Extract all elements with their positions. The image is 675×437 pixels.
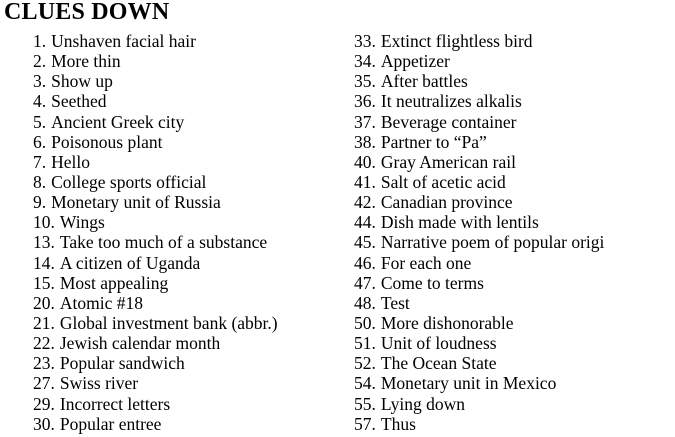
clue-text: Seethed	[51, 91, 107, 112]
clue-item	[33, 333, 278, 353]
clue-number: 22.	[33, 333, 55, 354]
clue-item	[354, 313, 675, 333]
clue-number: 46.	[354, 252, 376, 273]
clues-right-column	[354, 31, 675, 434]
clue-item	[33, 414, 278, 434]
clue-number: 1.	[33, 31, 47, 51]
clue-text: Monetary unit in Mexico	[380, 373, 557, 394]
clue-number: 23.	[33, 353, 55, 374]
clue-item	[354, 232, 675, 252]
clue-item	[354, 192, 675, 212]
clue-number: 35.	[354, 71, 376, 92]
clue-number: 29.	[33, 393, 55, 414]
clue-item	[354, 112, 675, 132]
clue-number: 50.	[354, 312, 376, 333]
clue-number: 10.	[33, 212, 55, 233]
clue-number: 54.	[354, 373, 376, 394]
clue-text: Wings	[59, 212, 105, 233]
clue-text: Appetizer	[380, 51, 450, 72]
clue-item	[33, 253, 278, 273]
clue-text: After battles	[380, 71, 468, 92]
clue-text: Monetary unit of Russia	[51, 192, 221, 213]
clue-item	[33, 172, 278, 192]
clue-number: 21.	[33, 312, 55, 333]
clue-number: 27.	[33, 373, 55, 394]
clue-number: 57.	[354, 413, 376, 434]
clue-item	[354, 31, 675, 51]
clue-item	[33, 31, 278, 51]
clue-number: 13.	[33, 232, 55, 253]
clue-item	[33, 394, 278, 414]
clue-number: 6.	[33, 131, 47, 152]
clue-item	[354, 353, 675, 373]
clue-item	[354, 333, 675, 353]
clue-item	[354, 91, 675, 111]
clue-number: 2.	[33, 51, 47, 72]
clue-text: Gray American rail	[380, 151, 516, 172]
clue-item	[354, 253, 675, 273]
clue-number: 36.	[354, 91, 376, 112]
clue-number: 15.	[33, 272, 55, 293]
clue-text: Hello	[51, 151, 91, 172]
clue-text: Take too much of a substance	[59, 232, 268, 253]
clue-text: Poisonous plant	[51, 131, 163, 152]
clue-item	[354, 172, 675, 192]
clue-number: 14.	[33, 252, 55, 273]
clue-text: Partner to “Pa”	[380, 131, 487, 152]
clues-left-column	[33, 31, 278, 434]
clue-item	[33, 313, 278, 333]
clue-item	[354, 394, 675, 414]
clue-item	[33, 293, 278, 313]
clue-text: Ancient Greek city	[51, 111, 185, 132]
clue-text: More thin	[51, 51, 121, 72]
clue-number: 55.	[354, 393, 376, 414]
clue-number: 34.	[354, 51, 376, 72]
clue-text: Beverage container	[380, 111, 517, 132]
clue-item	[33, 152, 278, 172]
clue-text: A citizen of Uganda	[59, 252, 201, 273]
clue-item	[33, 232, 278, 252]
clue-text: Dish made with lentils	[380, 212, 539, 233]
clue-item	[354, 212, 675, 232]
clue-text: The Ocean State	[380, 353, 497, 374]
clue-number: 9.	[33, 192, 47, 213]
clue-text: Jewish calendar month	[59, 333, 221, 354]
clue-item	[33, 112, 278, 132]
clue-number: 4.	[33, 91, 47, 112]
clue-text: Test	[380, 292, 410, 313]
clue-number: 45.	[354, 232, 376, 253]
clue-item	[33, 51, 278, 71]
clue-item	[354, 132, 675, 152]
clue-text: Salt of acetic acid	[380, 171, 506, 192]
clue-number: 41.	[354, 171, 376, 192]
clue-number: 44.	[354, 212, 376, 233]
clue-text: More dishonorable	[380, 312, 514, 333]
clue-text: Unit of loudness	[380, 333, 497, 354]
clue-item	[33, 373, 278, 393]
clue-text: It neutralizes alkalis	[380, 91, 522, 112]
clue-item	[33, 192, 278, 212]
clue-item	[33, 91, 278, 111]
clue-text: For each one	[380, 252, 472, 273]
clue-text: Popular sandwich	[59, 353, 185, 374]
clue-text: Unshaven facial hair	[51, 31, 196, 51]
clue-number: 20.	[33, 292, 55, 313]
clue-text: Lying down	[380, 393, 465, 414]
clue-text: Atomic #18	[59, 292, 143, 313]
clue-item	[354, 71, 675, 91]
clue-text: Swiss river	[59, 373, 139, 394]
clue-text: Extinct flightless bird	[380, 31, 533, 51]
clue-item	[354, 293, 675, 313]
clue-text: Narrative poem of popular origi	[380, 232, 605, 253]
clue-number: 48.	[354, 292, 376, 313]
clue-number: 3.	[33, 71, 47, 92]
clue-number: 38.	[354, 131, 376, 152]
clue-text: Most appealing	[59, 272, 169, 293]
clue-text: Popular entree	[59, 413, 162, 434]
page-title: CLUES DOWN	[4, 0, 170, 25]
clue-number: 37.	[354, 111, 376, 132]
clue-item	[33, 353, 278, 373]
clue-item	[33, 212, 278, 232]
clue-item	[33, 132, 278, 152]
clue-number: 33.	[354, 31, 376, 51]
clue-number: 30.	[33, 413, 55, 434]
clue-text: Come to terms	[380, 272, 484, 293]
clue-text: Canadian province	[380, 192, 513, 213]
clue-text: Show up	[51, 71, 113, 92]
clue-number: 47.	[354, 272, 376, 293]
clue-item	[354, 414, 675, 434]
clue-text: Global investment bank (abbr.)	[59, 312, 278, 333]
clue-number: 51.	[354, 333, 376, 354]
clue-text: Thus	[380, 413, 416, 434]
clue-number: 5.	[33, 111, 47, 132]
clue-number: 40.	[354, 151, 376, 172]
clue-item	[33, 71, 278, 91]
clue-item	[354, 273, 675, 293]
clue-item	[354, 51, 675, 71]
clue-number: 42.	[354, 192, 376, 213]
clue-text: Incorrect letters	[59, 393, 171, 414]
clue-text: College sports official	[51, 171, 207, 192]
clue-item	[354, 152, 675, 172]
clue-number: 7.	[33, 151, 47, 172]
clue-number: 52.	[354, 353, 376, 374]
clue-number: 8.	[33, 171, 47, 192]
clue-item	[33, 273, 278, 293]
clue-item	[354, 373, 675, 393]
